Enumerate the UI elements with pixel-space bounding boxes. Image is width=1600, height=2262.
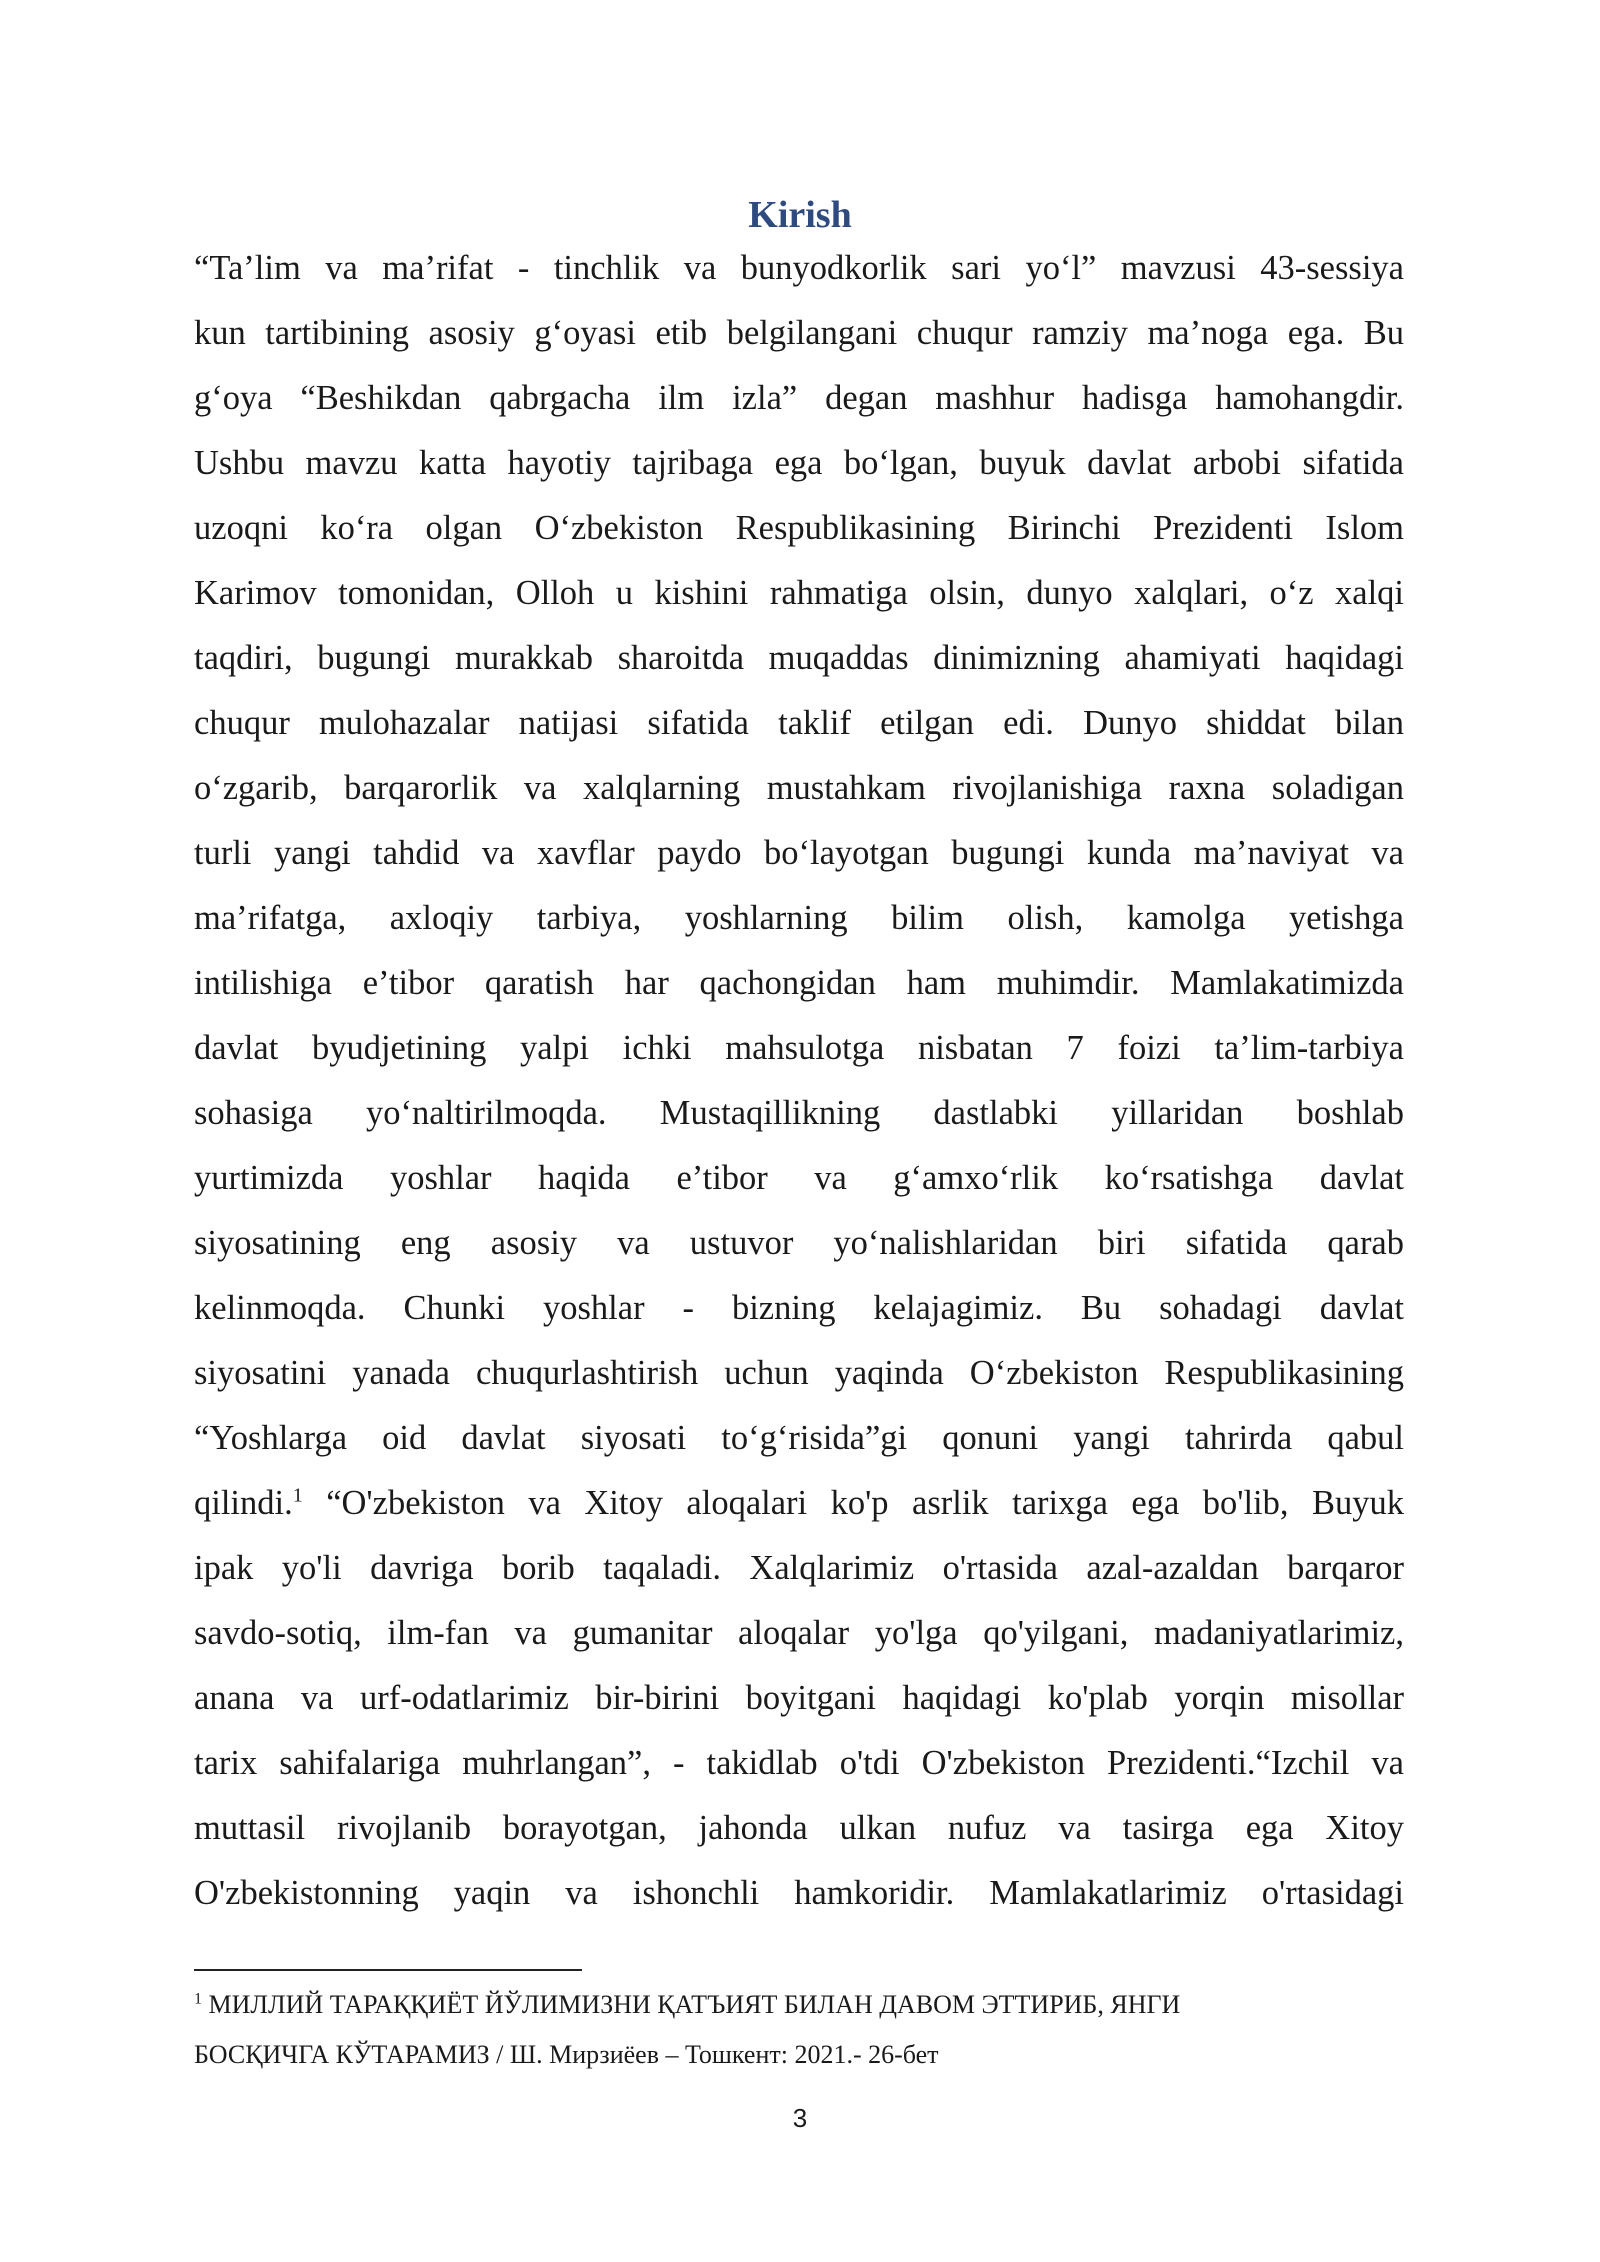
text-line: anana va urf-odatlarimiz bir-birini boyitgani haqidagi ko'plab yorqin misollar: [194, 1679, 1404, 1717]
footnote-separator: [194, 1969, 582, 1971]
text-line: kelinmoqda. Chunki yoshlar - bizning kelajagimiz. Bu sohadagi davlat: [194, 1289, 1404, 1327]
text-line: uzoqni ko‘ra olgan O‘zbekiston Respublikasining Birinchi Prezidenti Islom: [194, 509, 1404, 547]
text-line: chuqur mulohazalar natijasi sifatida taklif etilgan edi. Dunyo shiddat bilan: [194, 704, 1404, 742]
footnote-reference[interactable]: 1: [292, 1484, 303, 1507]
text-line: “Yoshlarga oid davlat siyosati to‘g‘risida”gi qonuni yangi tahrirda qabul: [194, 1419, 1404, 1457]
text-line: turli yangi tahdid va xavflar paydo bo‘layotgan bugungi kunda ma’naviyat va: [194, 834, 1404, 872]
text-line: yurtimizda yoshlar haqida e’tibor va g‘amxo‘rlik ko‘rsatishga davlat: [194, 1159, 1404, 1197]
body-paragraph: [194, 236, 1404, 1926]
page-number: 3: [792, 2103, 808, 2133]
footnote-mark: 1: [194, 1990, 202, 2008]
text-line: muttasil rivojlanib borayotgan, jahonda ulkan nufuz va tasirga ega Xitoy: [194, 1809, 1404, 1847]
text-line: o‘zgarib, barqarorlik va xalqlarning mustahkam rivojlanishiga raxna soladigan: [194, 769, 1404, 807]
text-line: ipak yo'li davriga borib taqaladi. Xalqlarimiz o'rtasida azal-azaldan barqaror: [194, 1549, 1404, 1587]
footnote-line-2: БОСҚИЧГА КЎТАРАМИЗ / Ш. Мирзиёев – Тошкент: 2021.- 26-бет: [194, 2040, 939, 2069]
text-line: savdo-sotiq, ilm-fan va gumanitar aloqalar yo'lga qo'yilgani, madaniyatlarimiz,: [194, 1614, 1404, 1652]
text-line: taqdiri, bugungi murakkab sharoitda muqaddas dinimizning ahamiyati haqidagi: [194, 639, 1404, 677]
text-line: ma’rifatga, axloqiy tarbiya, yoshlarning bilim olish, kamolga yetishga: [194, 899, 1404, 937]
text-line: intilishiga e’tibor qaratish har qachongidan ham muhimdir. Mamlakatimizda: [194, 964, 1404, 1002]
text-line: O'zbekistonning yaqin va ishonchli hamkoridir. Mamlakatlarimiz o'rtasidagi: [194, 1874, 1404, 1912]
footnote: [194, 1980, 1404, 2080]
text-line: kun tartibining asosiy g‘oyasi etib belgilangani chuqur ramziy ma’noga ega. Bu: [194, 314, 1404, 352]
footnote-text-1: МИЛЛИЙ ТАРАҚҚИЁТ ЙЎЛИМИЗНИ ҚАТЪИЯТ БИЛАН ДАВОМ ЭТТИРИБ, ЯНГИ: [202, 1990, 1181, 2019]
text-line: Karimov tomonidan, Olloh u kishini rahmatiga olsin, dunyo xalqlari, o‘z xalqi: [194, 574, 1404, 612]
text-line: sohasiga yo‘naltirilmoqda. Mustaqillikning dastlabki yillaridan boshlab: [194, 1094, 1404, 1132]
line-text-before: qilindi.: [194, 1484, 293, 1522]
text-line: siyosatining eng asosiy va ustuvor yo‘nalishlaridan biri sifatida qarab: [194, 1224, 1404, 1262]
page-title: Kirish: [748, 194, 852, 236]
text-line: Ushbu mavzu katta hayotiy tajribaga ega bo‘lgan, buyuk davlat arbobi sifatida: [194, 444, 1404, 482]
footnote-line-1: [194, 1980, 1404, 2030]
text-line: siyosatini yanada chuqurlashtirish uchun yaqinda O‘zbekiston Respublikasining: [194, 1354, 1404, 1392]
text-line: tarix sahifalariga muhrlangan”, - takidlab o'tdi O'zbekiston Prezidenti.“Izchil va: [194, 1744, 1404, 1782]
text-line-with-footnote: [194, 1471, 1404, 1536]
text-line: g‘oya “Beshikdan qabrgacha ilm izla” degan mashhur hadisga hamohangdir.: [194, 379, 1404, 417]
text-line: “Ta’lim va ma’rifat - tinchlik va bunyodkorlik sari yo‘l” mavzusi 43-sessiya: [194, 249, 1404, 287]
text-line: davlat byudjetining yalpi ichki mahsulotga nisbatan 7 foizi ta’lim-tarbiya: [194, 1029, 1404, 1067]
line-text-after: “O'zbekiston va Xitoy aloqalari ko'p asrlik tarixga ega bo'lib, Buyuk: [302, 1484, 1404, 1522]
